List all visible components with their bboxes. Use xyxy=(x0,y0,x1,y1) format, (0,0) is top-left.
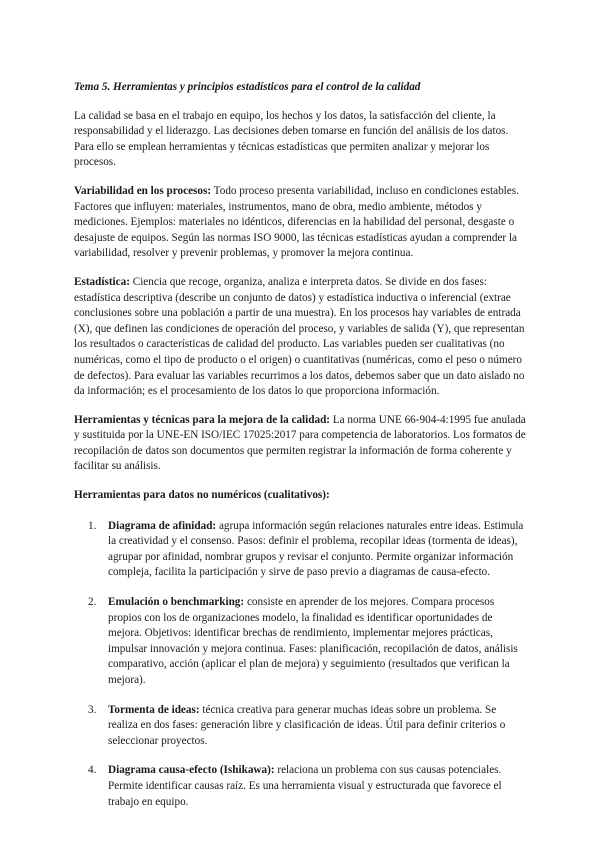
list-item-term: Tormenta de ideas: xyxy=(108,703,200,716)
intro-paragraph: La calidad se basa en el trabajo en equipo, los hechos y los datos, la satisfacción del cliente, la responsabilidad y el liderazgo. Las decisiones deben tomarse en función del análisis de los datos. Para ello se emplean herramientas y técnicas estadísticas que permiten analizar y mejorar los procesos. xyxy=(74,109,509,169)
list-item-term: Diagrama causa-efecto (Ishikawa): xyxy=(108,764,275,777)
section-heading: Herramientas para datos no numéricos (cualitativos): xyxy=(74,489,330,502)
list-item xyxy=(74,703,528,750)
estadistica-paragraph xyxy=(74,275,528,400)
variabilidad-paragraph xyxy=(74,184,528,262)
tools-list xyxy=(74,519,528,811)
list-item-text: relaciona un problema con sus causas potenciales. Permite identificar causas raíz. Es una herramienta visual y estructurada que favorece el trabajo en equipo. xyxy=(108,764,502,808)
list-item-number: 3. xyxy=(88,703,97,716)
document-title: Tema 5. Herramientas y principios estadísticos para el control de la calidad xyxy=(74,81,421,93)
herramientas-term: Herramientas y técnicas para la mejora de la calidad: xyxy=(74,413,331,426)
list-item-text: técnica creativa para generar muchas ideas sobre un problema. Se realiza en dos fases: generación libre y clasificación de ideas. Útil para definir criterios o seleccionar proyectos. xyxy=(108,703,506,747)
list-item-text: consiste en aprender de los mejores. Compara procesos propios con los de organizaciones modelo, la finalidad es identificar oportunidades de mejora. Objetivos: identificar brechas de rendimiento, implementar mejores prácticas, impulsar innovación y mejora continua. Fases: planificación, recopilación de datos, análisis comparativo, acción (aplicar el plan de mejora) y seguimiento (resultados que verifican la mejora). xyxy=(108,596,518,686)
list-item-term: Emulación o benchmarking: xyxy=(108,596,245,609)
estadistica-term: Estadística: xyxy=(74,275,130,288)
herramientas-paragraph xyxy=(74,413,528,475)
list-item xyxy=(74,595,528,689)
list-item xyxy=(74,519,528,581)
list-item-number: 1. xyxy=(88,519,97,532)
variabilidad-term: Variabilidad en los procesos: xyxy=(74,184,212,197)
estadistica-text: Ciencia que recoge, organiza, analiza e interpreta datos. Se divide en dos fases: estadística descriptiva (describe un conjunto de datos) y estadística inductiva o inferencial (extrae conclusiones sobre una población a partir de una muestra). En los procesos hay variables de entrada (X), que definen las condiciones de operación del proceso, y variables de salida (Y), que representan los resultados o características de calidad del producto. Las variables pueden ser cualitativas (no numéricas, como el tipo de producto o el origen) o cuantitativas (numéricas, como el peso o número de defectos). Para evaluar las variables recurrimos a los datos, debemos saber que un dato aislado no da información; es el procesamiento de los datos lo que proporciona información. xyxy=(74,275,525,398)
variabilidad-text: Todo proceso presenta variabilidad, incluso en condiciones estables. Factores que influyen: materiales, instrumentos, mano de obra, medio ambiente, métodos y mediciones. Ejemplos: materiales no idénticos, diferencias en la habilidad del personal, desgaste o desajuste de equipos. Según las normas ISO 9000, las técnicas estadísticas ayudan a comprender la variabilidad, resolver y prevenir problemas, y promover la mejora continua. xyxy=(74,184,519,260)
list-item-number: 4. xyxy=(88,764,97,777)
herramientas-text: La norma UNE 66-904-4:1995 fue anulada y sustituida por la UNE-EN ISO/IEC 17025:2017 para competencia de laboratorios. Los formatos de recopilación de datos son documentos que permiten registrar la información de forma coherente y facilitar su análisis. xyxy=(74,413,526,473)
list-item-text: agrupa información según relaciones naturales entre ideas. Estimula la creatividad y el consenso. Pasos: definir el problema, recopilar ideas (tormenta de ideas), agrupar por afinidad, nombrar grupos y revisar el conjunto. Permite organizar información compleja, facilita la participación y sirve de paso previo a diagramas de causa-efecto. xyxy=(108,519,524,579)
list-item-number: 2. xyxy=(88,596,97,609)
list-item-term: Diagrama de afinidad: xyxy=(108,519,217,532)
list-item xyxy=(74,763,528,810)
